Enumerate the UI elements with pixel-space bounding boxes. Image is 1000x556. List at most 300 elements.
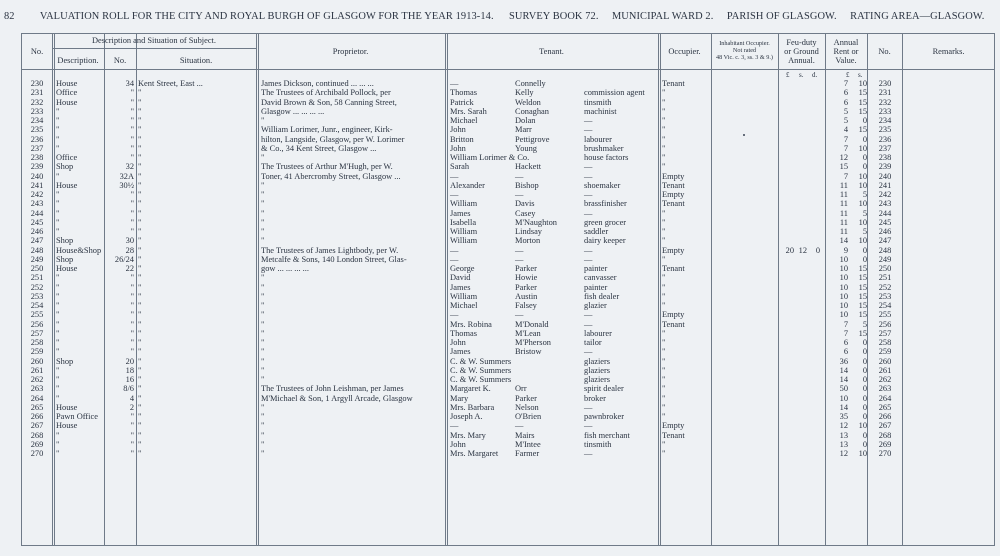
table-row <box>0 366 1000 375</box>
tenant-surname: Pettigrove <box>515 134 550 144</box>
annual-pounds: 11 <box>839 227 848 236</box>
situation: " <box>138 328 142 338</box>
entry-no-right: 259 <box>878 347 892 357</box>
table-row <box>0 273 1000 282</box>
proprietor: " <box>261 375 265 384</box>
house-number: 18 <box>125 365 134 375</box>
occupier: " <box>662 125 666 135</box>
annual-pounds: 6 <box>843 338 848 347</box>
entry-no: 256 <box>30 319 44 329</box>
house-number: 26/24 <box>114 254 134 264</box>
entry-no-right: 232 <box>878 97 892 107</box>
entry-no: 254 <box>30 301 44 310</box>
annual-shillings: 0 <box>862 254 867 264</box>
annual-pounds: 10 <box>839 264 848 273</box>
situation: " <box>138 245 142 255</box>
house-number: " <box>130 273 134 283</box>
table-row <box>0 236 1000 245</box>
annual-pounds: 14 <box>839 365 848 375</box>
entry-no-right: 234 <box>878 116 892 125</box>
entry-no: 255 <box>30 310 44 320</box>
tenant-surname: — <box>515 254 524 264</box>
tenant-surname: Davis <box>515 199 535 209</box>
proprietor: " <box>261 227 265 236</box>
table-row <box>0 320 1000 329</box>
annual-pounds: 5 <box>843 116 848 125</box>
occupier: " <box>662 227 666 236</box>
tenant-occupation: fish merchant <box>584 430 630 440</box>
col-occupier: Occupier. <box>668 47 701 56</box>
entry-no: 265 <box>30 402 44 412</box>
entry-no-right: 236 <box>878 134 892 144</box>
tenant-forename: — <box>450 254 459 264</box>
proprietor: " <box>261 402 265 412</box>
tenant-surname: Hackett <box>515 162 542 172</box>
house-number: " <box>130 125 134 135</box>
occupier: " <box>662 412 666 421</box>
tenant-forename: Margaret K. <box>450 384 491 394</box>
annual-shillings: 10 <box>858 421 867 431</box>
table-row <box>0 135 1000 144</box>
description: Office <box>56 88 78 98</box>
description: House&Shop <box>56 245 102 255</box>
description: " <box>56 208 60 218</box>
tenant-forename: John <box>450 143 466 153</box>
occupier: " <box>662 356 666 366</box>
annual-shillings: 5 <box>862 319 867 329</box>
tenant-surname: — <box>515 421 524 431</box>
description: " <box>56 227 60 236</box>
entry-no-right: 245 <box>878 217 892 227</box>
tenant-surname: M'Donald <box>515 319 549 329</box>
annual-pounds: 35 <box>839 412 848 421</box>
house-number: " <box>130 217 134 227</box>
entry-no-right: 257 <box>878 328 892 338</box>
house-number: " <box>130 439 134 449</box>
occupier: " <box>662 347 666 357</box>
tenant-surname: Connelly <box>515 79 546 88</box>
house-number: 4 <box>129 393 134 403</box>
tenant-surname: Farmer <box>515 449 540 458</box>
proprietor: " <box>261 153 265 162</box>
occupier: " <box>662 375 666 384</box>
proprietor: " <box>261 319 265 329</box>
entry-no-right: 267 <box>878 421 892 431</box>
annual-pounds: 15 <box>839 162 848 172</box>
tenant-surname: — <box>515 310 524 320</box>
description: " <box>56 217 60 227</box>
col-tenant: Tenant. <box>539 47 564 56</box>
annual-pounds: 12 <box>839 449 848 458</box>
house-number: " <box>130 347 134 357</box>
annual-shillings: 0 <box>862 245 867 255</box>
entry-no: 258 <box>30 338 44 347</box>
description: " <box>56 430 60 440</box>
situation: " <box>138 449 142 458</box>
tenant-forename: John <box>450 439 466 449</box>
tenant-forename: — <box>450 190 459 199</box>
col-proprietor: Proprietor. <box>332 47 369 56</box>
page-number: 82 <box>4 11 15 22</box>
house-number: 8/6 <box>123 384 134 394</box>
proprietor: The Trustees of Archibald Pollock, per <box>261 88 391 98</box>
proprietor: " <box>261 439 265 449</box>
page-header <box>4 11 996 22</box>
entry-no: 252 <box>30 282 44 292</box>
tenant-forename: Mary <box>450 393 469 403</box>
house-number: " <box>130 134 134 144</box>
tenant-surname: Austin <box>515 291 538 301</box>
tenant-surname: Parker <box>515 393 537 403</box>
proprietor: William Lorimer, Junr., engineer, Kirk- <box>261 125 393 135</box>
annual-pounds: 10 <box>839 310 848 320</box>
feu-shillings: 12 <box>798 245 807 255</box>
house-number: " <box>130 116 134 125</box>
entry-no: 264 <box>30 393 44 403</box>
situation: " <box>138 412 142 421</box>
description: " <box>56 282 60 292</box>
proprietor: " <box>261 199 265 209</box>
annual-shillings: 10 <box>858 199 867 209</box>
occupier: Tenant <box>662 319 685 329</box>
tenant-occupation: — <box>584 208 593 218</box>
annual-pounds: 6 <box>843 97 848 107</box>
tenant-surname: Orr <box>515 384 527 394</box>
annual-pounds: 6 <box>843 88 848 98</box>
annual-pounds: 7 <box>843 319 848 329</box>
tenant-surname: Weldon <box>515 97 541 107</box>
col-annual-line3: Value. <box>835 56 857 65</box>
col-no-right: No. <box>878 47 891 56</box>
tenant-surname: Morton <box>515 236 541 246</box>
situation: " <box>138 291 142 301</box>
occupier: " <box>662 162 666 172</box>
occupier: " <box>662 291 666 301</box>
entry-no: 238 <box>30 153 44 162</box>
description: " <box>56 338 60 347</box>
table-row <box>0 116 1000 125</box>
tenant-occupation: painter <box>584 264 608 273</box>
occupier: Empty <box>662 421 685 431</box>
tenant-surname: Lindsay <box>515 227 542 236</box>
house-number: " <box>130 328 134 338</box>
col-annual-line1: Annual <box>833 38 859 47</box>
occupier: Tenant <box>662 264 685 273</box>
occupier: " <box>662 134 666 144</box>
annual-pounds: 14 <box>839 236 848 246</box>
entry-no: 257 <box>30 328 44 338</box>
situation: " <box>138 439 142 449</box>
tenant-occupation: broker <box>584 393 606 403</box>
tenant-occupation: brassfinisher <box>584 199 627 209</box>
entry-no-right: 251 <box>878 273 892 283</box>
proprietor: " <box>261 273 265 283</box>
annual-pounds: 10 <box>839 282 848 292</box>
proprietor: " <box>261 291 265 301</box>
situation: " <box>138 217 142 227</box>
entry-no: 260 <box>30 356 44 366</box>
entry-no-right: 239 <box>878 162 892 172</box>
house-number: 16 <box>125 375 134 384</box>
description: " <box>56 375 60 384</box>
occupier: Empty <box>662 171 685 181</box>
proprietor: The Trustees of James Lightbody, per W. <box>261 245 399 255</box>
description: " <box>56 291 60 301</box>
description: House <box>56 79 78 88</box>
tenant-forename: Alexander <box>450 180 485 190</box>
table-row <box>0 292 1000 301</box>
tenant-forename: John <box>450 125 466 135</box>
annual-shillings: 15 <box>858 328 867 338</box>
entry-no-right: 237 <box>878 143 892 153</box>
tenant-surname: M'Intee <box>515 439 541 449</box>
annual-shillings: 10 <box>858 236 867 246</box>
situation: " <box>138 338 142 347</box>
tenant-forename: James <box>450 208 471 218</box>
annual-shillings: 0 <box>862 439 867 449</box>
tenant-occupation: — <box>584 402 593 412</box>
entry-no-right: 261 <box>878 365 892 375</box>
annual-pounds: 10 <box>839 254 848 264</box>
tenant-occupation: tinsmith <box>584 439 612 449</box>
house-number: 32A <box>119 171 134 181</box>
house-number: " <box>130 208 134 218</box>
occupier: " <box>662 88 666 98</box>
situation: " <box>138 301 142 310</box>
entry-no-right: 240 <box>878 171 892 181</box>
annual-shillings: 0 <box>862 347 867 357</box>
col-feu-line1: Feu-duty <box>786 38 817 47</box>
entry-no-right: 269 <box>878 439 892 449</box>
description: " <box>56 199 60 209</box>
annual-shillings: 15 <box>858 106 867 116</box>
proprietor: The Trustees of John Leishman, per James <box>261 384 404 394</box>
situation: " <box>138 273 142 283</box>
annual-pounds: 7 <box>843 171 848 181</box>
entry-no-right: 246 <box>878 227 892 236</box>
house-number: " <box>130 143 134 153</box>
tenant-occupation: machinist <box>584 106 617 116</box>
col-no: No. <box>30 47 44 56</box>
tenant-occupation: green grocer <box>584 217 627 227</box>
annual-shillings: 10 <box>858 180 867 190</box>
annual-shillings: 0 <box>862 384 867 394</box>
table-row <box>0 125 1000 134</box>
entry-no: 263 <box>30 384 44 394</box>
annual-pounds: 7 <box>843 79 848 88</box>
situation: " <box>138 125 142 135</box>
entry-no-right: 252 <box>878 282 892 292</box>
situation: " <box>138 227 142 236</box>
col-description-group: Description and Situation of Subject. <box>92 36 216 45</box>
house-number: " <box>130 319 134 329</box>
proprietor: " <box>261 301 265 310</box>
occupier: Tenant <box>662 199 685 209</box>
entry-no: 250 <box>30 264 44 273</box>
annual-shillings: 0 <box>862 116 867 125</box>
proprietor: & Co., 34 Kent Street, Glasgow ... <box>261 143 377 153</box>
proprietor: " <box>261 236 265 246</box>
table-row <box>0 421 1000 430</box>
table-row <box>0 329 1000 338</box>
annual-shillings: 5 <box>862 208 867 218</box>
annual-shillings: 15 <box>858 264 867 273</box>
annual-pounds: 11 <box>839 199 848 209</box>
annual-pounds: 7 <box>843 134 848 144</box>
feu-pounds: 20 <box>785 245 794 255</box>
description: " <box>56 319 60 329</box>
annual-shillings: 5 <box>862 190 867 199</box>
annual-pounds: 14 <box>839 402 848 412</box>
description: " <box>56 384 60 394</box>
proprietor: Glasgow ... ... ... ... <box>261 106 325 116</box>
tenant-forename: Mrs. Sarah <box>450 106 487 116</box>
description: " <box>56 190 60 199</box>
house-number: " <box>130 199 134 209</box>
occupier: " <box>662 338 666 347</box>
tenant-forename: William Lorimer & Co. <box>450 153 530 162</box>
tenant-occupation: labourer <box>584 328 612 338</box>
tenant-occupation: saddler <box>584 227 609 236</box>
tenant-surname: Parker <box>515 282 537 292</box>
house-number: " <box>130 421 134 431</box>
tenant-surname: Young <box>515 143 537 153</box>
table-row <box>0 199 1000 208</box>
description: Office <box>56 153 78 162</box>
house-number: " <box>130 291 134 301</box>
description: " <box>56 116 60 125</box>
entry-no-right: 264 <box>878 393 892 403</box>
entry-no: 242 <box>30 190 44 199</box>
situation: " <box>138 365 142 375</box>
description: " <box>56 125 60 135</box>
entry-no-right: 263 <box>878 384 892 394</box>
tenant-occupation: — <box>584 254 593 264</box>
proprietor: Metcalfe & Sons, 140 London Street, Glas- <box>261 254 407 264</box>
entry-no: 231 <box>30 88 44 98</box>
tenant-occupation: — <box>584 171 593 181</box>
entry-no-right: 265 <box>878 402 892 412</box>
entry-no-right: 254 <box>878 301 892 310</box>
proprietor: " <box>261 282 265 292</box>
entry-no: 267 <box>30 421 44 431</box>
entry-no-right: 241 <box>878 180 892 190</box>
occupier: " <box>662 217 666 227</box>
annual-shillings: 15 <box>858 310 867 320</box>
situation: " <box>138 264 142 273</box>
tenant-forename: James <box>450 282 471 292</box>
description: House <box>56 180 78 190</box>
table-row <box>0 283 1000 292</box>
occupier: " <box>662 116 666 125</box>
tenant-occupation: — <box>584 245 593 255</box>
table-row <box>0 357 1000 366</box>
description: " <box>56 365 60 375</box>
situation: " <box>138 347 142 357</box>
tenant-forename: Thomas <box>450 88 477 98</box>
entry-no: 239 <box>30 162 44 172</box>
situation: " <box>138 106 142 116</box>
table-row <box>0 153 1000 162</box>
tenant-surname: Marr <box>515 125 532 135</box>
annual-shillings: 10 <box>858 217 867 227</box>
survey-book: SURVEY BOOK 72. <box>509 11 599 22</box>
table-row <box>0 181 1000 190</box>
table-row <box>0 144 1000 153</box>
tenant-occupation: painter <box>584 282 608 292</box>
col-annual-value <box>825 38 867 65</box>
tenant-occupation: labourer <box>584 134 612 144</box>
house-number: " <box>130 301 134 310</box>
tenant-surname: Mairs <box>515 430 535 440</box>
entry-no: 236 <box>30 134 44 144</box>
description: Shop <box>56 356 74 366</box>
annual-pounds: 13 <box>839 430 848 440</box>
description: " <box>56 347 60 357</box>
annual-pounds: 10 <box>839 273 848 283</box>
description: " <box>56 273 60 283</box>
annual-pounds: 11 <box>839 190 848 199</box>
description: Pawn Office <box>56 412 98 421</box>
annual-pounds: 10 <box>839 393 848 403</box>
occupier: Tenant <box>662 180 685 190</box>
annual-pounds: 4 <box>843 125 848 135</box>
occupier: " <box>662 365 666 375</box>
description: House <box>56 97 78 107</box>
entry-no: 241 <box>30 180 44 190</box>
tenant-occupation: — <box>584 449 593 458</box>
annual-pounds: 13 <box>839 439 848 449</box>
situation: " <box>138 310 142 320</box>
tenant-occupation: tailor <box>584 338 602 347</box>
situation: " <box>138 430 142 440</box>
proprietor: " <box>261 356 265 366</box>
proprietor: " <box>261 328 265 338</box>
annual-pounds: 50 <box>839 384 848 394</box>
tenant-occupation: — <box>584 319 593 329</box>
description: Shop <box>56 162 74 172</box>
tenant-occupation: — <box>584 125 593 135</box>
proprietor: David Brown & Son, 58 Canning Street, <box>261 97 397 107</box>
house-number: " <box>130 190 134 199</box>
tenant-forename: William <box>450 236 478 246</box>
entry-no: 249 <box>30 254 44 264</box>
proprietor: Toner, 41 Abercromby Street, Glasgow ... <box>261 171 401 181</box>
proprietor: " <box>261 338 265 347</box>
annual-pounds: 7 <box>843 328 848 338</box>
annual-shillings: 0 <box>862 356 867 366</box>
annual-pounds: 10 <box>839 291 848 301</box>
entry-no: 253 <box>30 291 44 301</box>
entry-no-right: 244 <box>878 208 892 218</box>
tenant-surname: Casey <box>515 208 536 218</box>
occupier: Tenant <box>662 79 685 88</box>
tenant-forename: George <box>450 264 475 273</box>
table-row <box>0 227 1000 236</box>
tenant-occupation: — <box>584 116 593 125</box>
situation: " <box>138 393 142 403</box>
tenant-surname: Falsey <box>515 301 537 310</box>
tenant-forename: David <box>450 273 471 283</box>
table-row <box>0 440 1000 449</box>
proprietor: " <box>261 310 265 320</box>
entry-no: 247 <box>30 236 44 246</box>
house-number: " <box>130 449 134 458</box>
proprietor: The Trustees of Arthur M'Hugh, per W. <box>261 162 393 172</box>
house-number: 34 <box>125 79 134 88</box>
description: " <box>56 328 60 338</box>
col-feu-line2: or Ground <box>784 47 819 56</box>
